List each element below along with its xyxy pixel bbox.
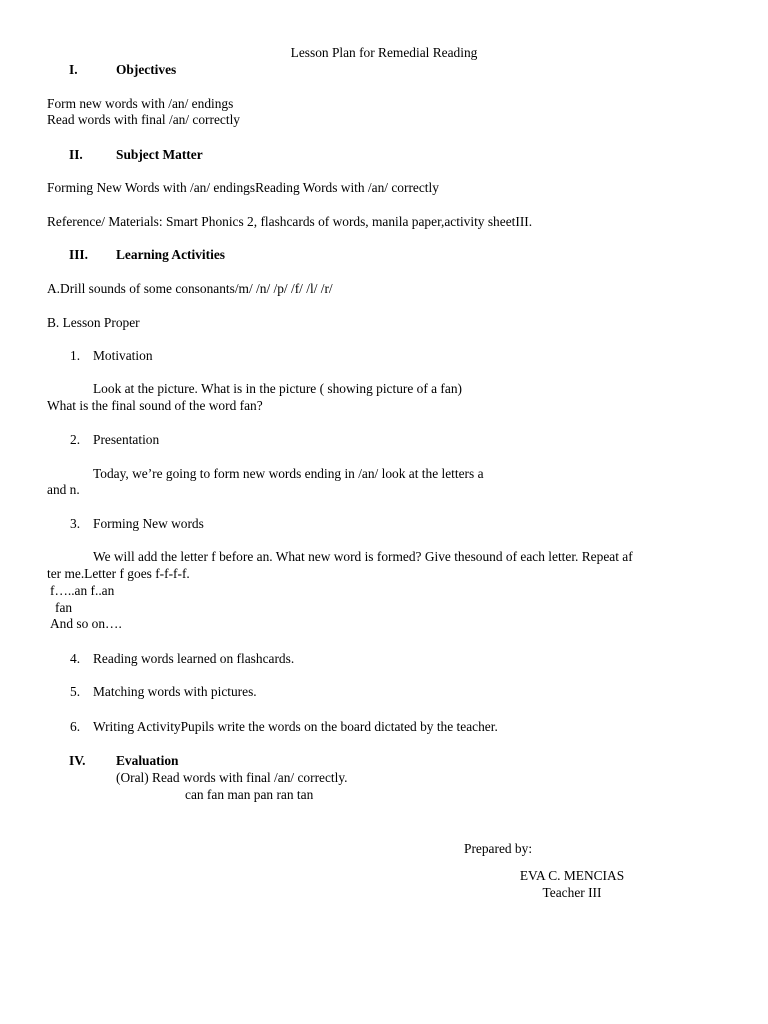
step-label: Reading words learned on flashcards. [93, 651, 295, 666]
section-numeral-evaluation: IV. [69, 753, 86, 768]
section-numeral-learning-activities: III. [69, 247, 88, 262]
step-number: 5. [70, 684, 81, 699]
forming-text: And so on…. [50, 616, 122, 631]
step-label: Forming New words [93, 516, 204, 531]
drill-line: A.Drill sounds of some consonants/m/ /n/ /p/ /f/ /l/ /r/ [47, 281, 333, 296]
section-heading-evaluation: Evaluation [116, 753, 179, 768]
page-title: Lesson Plan for Remedial Reading [290, 45, 478, 60]
step-number: 4. [70, 651, 81, 666]
preparer-name: EVA C. MENCIAS [519, 868, 625, 883]
step-label: Motivation [93, 348, 153, 363]
motivation-text: Look at the picture. What is in the picture ( showing picture of a fan) [93, 381, 462, 396]
forming-text: f…..an f..an [50, 583, 115, 598]
evaluation-words: can fan man pan ran tan [185, 787, 314, 802]
step-number: 6. [70, 719, 81, 734]
lesson-proper-heading: B. Lesson Proper [47, 315, 140, 330]
step-label: Matching words with pictures. [93, 684, 257, 699]
preparer-position: Teacher III [542, 885, 602, 900]
section-numeral-subject-matter: II. [69, 147, 83, 162]
forming-text: fan [55, 600, 73, 615]
section-heading-objectives: Objectives [116, 62, 177, 77]
evaluation-instruction: (Oral) Read words with final /an/ correctly. [116, 770, 348, 785]
prepared-by-label: Prepared by: [464, 841, 533, 856]
subject-topic: Forming New Words with /an/ endingsReading Words with /an/ correctly [47, 180, 439, 195]
objective-line: Read words with final /an/ correctly [47, 112, 240, 127]
presentation-text: and n. [47, 482, 80, 497]
step-label: Writing ActivityPupils write the words on the board dictated by the teacher. [93, 719, 498, 734]
step-number: 3. [70, 516, 81, 531]
forming-text: We will add the letter f before an. What new word is formed? Give thesound of each letter. Repeat af [93, 549, 633, 564]
section-heading-subject-matter: Subject Matter [116, 147, 203, 162]
step-number: 2. [70, 432, 81, 447]
motivation-text: What is the final sound of the word fan? [47, 398, 263, 413]
objective-line: Form new words with /an/ endings [47, 96, 234, 111]
section-numeral-objectives: I. [69, 62, 78, 77]
step-label: Presentation [93, 432, 160, 447]
forming-text: ter me.Letter f goes f-f-f-f. [47, 566, 190, 581]
subject-reference: Reference/ Materials: Smart Phonics 2, flashcards of words, manila paper,activity sheetIII. [47, 214, 533, 229]
section-heading-learning-activities: Learning Activities [116, 247, 225, 262]
step-number: 1. [70, 348, 81, 363]
presentation-text: Today, we’re going to form new words ending in /an/ look at the letters a [93, 466, 484, 481]
